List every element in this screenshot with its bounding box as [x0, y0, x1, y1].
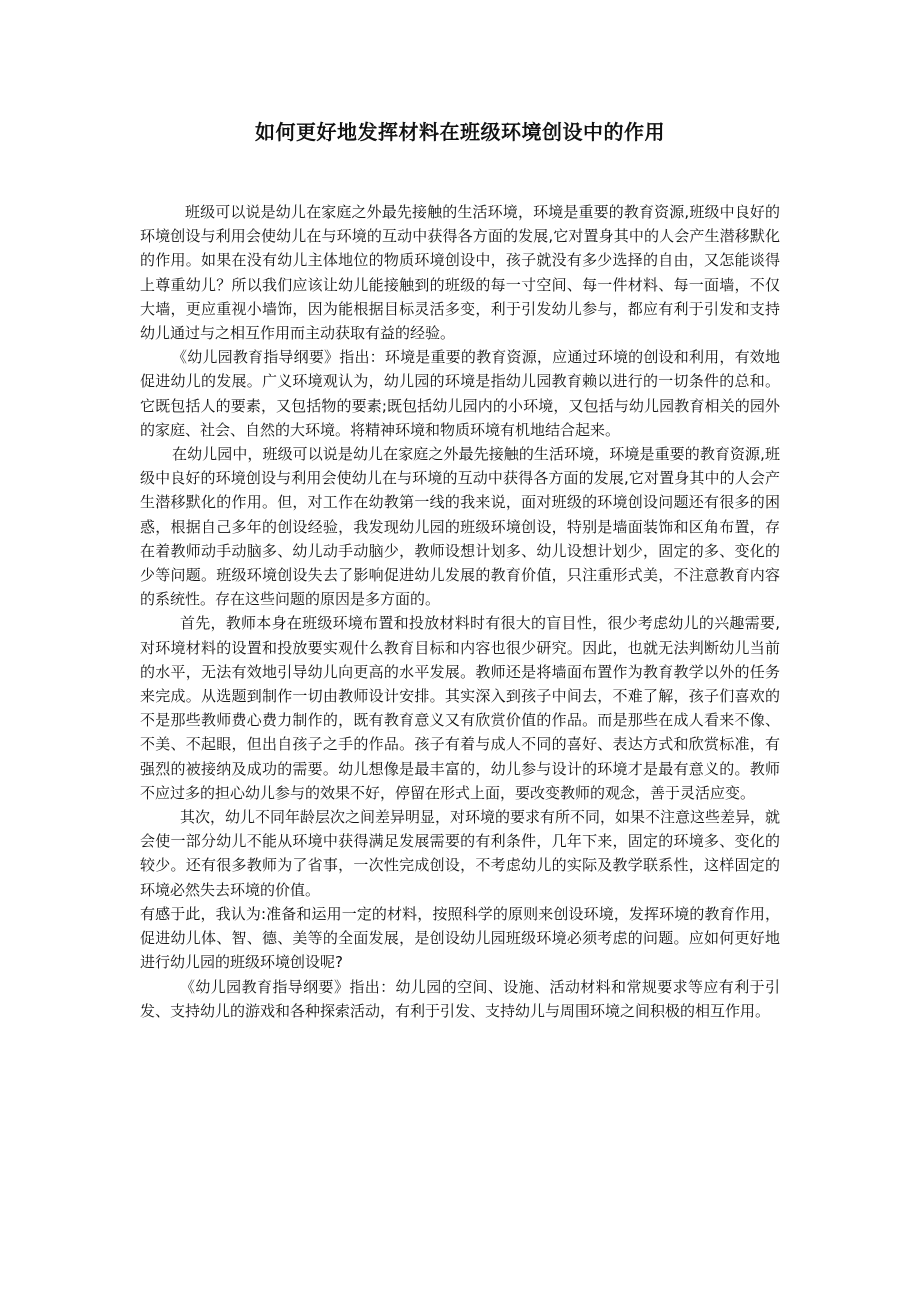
paragraph-6: 有感于此，我认为:准备和运用一定的材料，按照科学的原则来创设环境，发挥环境的教育作用，促进幼儿体、智、德、美等的全面发展，是创设幼儿园班级环境必须考虑的问题。应如何更好地进行幼儿园的班级环境创设呢? — [140, 904, 780, 972]
document-title: 如何更好地发挥材料在班级环境创设中的作用 — [255, 120, 665, 144]
document-body — [140, 200, 780, 1023]
paragraph-3: 在幼儿园中，班级可以说是幼儿在家庭之外最先接触的生活环境，环境是重要的教育资源,班级中良好的环境创设与利用会使幼儿在与环境的互动中获得各方面的发展,它对置身其中的人会产生潜移默化的作用。但，对工作在幼教第一线的我来说，面对班级的环境创设问题还有很多的困惑，根据自己多年的创设经验，我发现幼儿园的班级环境创设，特别是墙面装饰和区角布置，存在着教师动手动脑多、幼儿动手动脑少，教师设想计划多、幼儿设想计划少，固定的多、变化的少等问题。班级环境创设失去了影响促进幼儿发展的教育价值，只注重形式美，不注意教育内容的系统性。存在这些问题的原因是多方面的。 — [140, 445, 780, 609]
paragraph-1: 班级可以说是幼儿在家庭之外最先接触的生活环境，环境是重要的教育资源,班级中良好的环境创设与利用会使幼儿在与环境的互动中获得各方面的发展,它对置身其中的人会产生潜移默化的作用。如果在没有幼儿主体地位的物质环境创设中，孩子就没有多少选择的自由，又怎能谈得上尊重幼儿？所以我们应该让幼儿能接触到的班级的每一寸空间、每一件材料、每一面墙，不仅大墙，更应重视小墙饰，因为能根据目标灵活多变，利于引发幼儿参与，都应有利于引发和支持幼儿通过与之相互作用而主动获取有益的经验。 — [140, 203, 780, 343]
paragraph-2: 《幼儿园教育指导纲要》指出：环境是重要的教育资源，应通过环境的创设和利用，有效地促进幼儿的发展。广义环境观认为，幼儿园的环境是指幼儿园教育赖以进行的一切条件的总和。它既包括人的要素，又包括物的要素;既包括幼儿园内的小环境，又包括与幼儿园教育相关的园外的家庭、社会、自然的大环境。将精神环境和物质环境有机地结合起来。 — [140, 348, 780, 439]
paragraph-4: 首先，教师本身在班级环境布置和投放材料时有很大的盲目性，很少考虑幼儿的兴趣需要,对环境材料的设置和投放要实观什么教育目标和内容也很少研究。因此，也就无法判断幼儿当前的水平，无法有效地引导幼儿向更高的水平发展。教师还是将墙面布置作为教育教学以外的任务来完成。从选题到制作一切由教师设计安排。其实深入到孩子中间去，不难了解，孩子们喜欢的不是那些教师费心费力制作的，既有教育意义又有欣赏价值的作品。而是那些在成人看来不像、不美、不起眼，但出自孩子之手的作品。孩子有着与成人不同的喜好、表达方式和欣赏标准，有强烈的被接纳及成功的需要。幼儿想像是最丰富的，幼儿参与设计的环境才是最有意义的。教师不应过多的担心幼儿参与的效果不好，停留在形式上面，要改变教师的观念，善于灵活应变。 — [140, 614, 780, 802]
paragraph-7: 《幼儿园教育指导纲要》指出：幼儿园的空间、设施、活动材料和常规要求等应有利于引发、支持幼儿的游戏和各种探索活动，有利于引发、支持幼儿与周围环境之间积极的相互作用。 — [140, 977, 780, 1020]
paragraph-5: 其次，幼儿不同年龄层次之间差异明显，对环境的要求有所不同，如果不注意这些差异，就会使一部分幼儿不能从环境中获得满足发展需要的有利条件，几年下来，固定的环境多、变化的较少。还有很多教师为了省事，一次性完成创设，不考虑幼儿的实际及教学联系性，这样固定的环境必然失去环境的价值。 — [140, 808, 781, 899]
